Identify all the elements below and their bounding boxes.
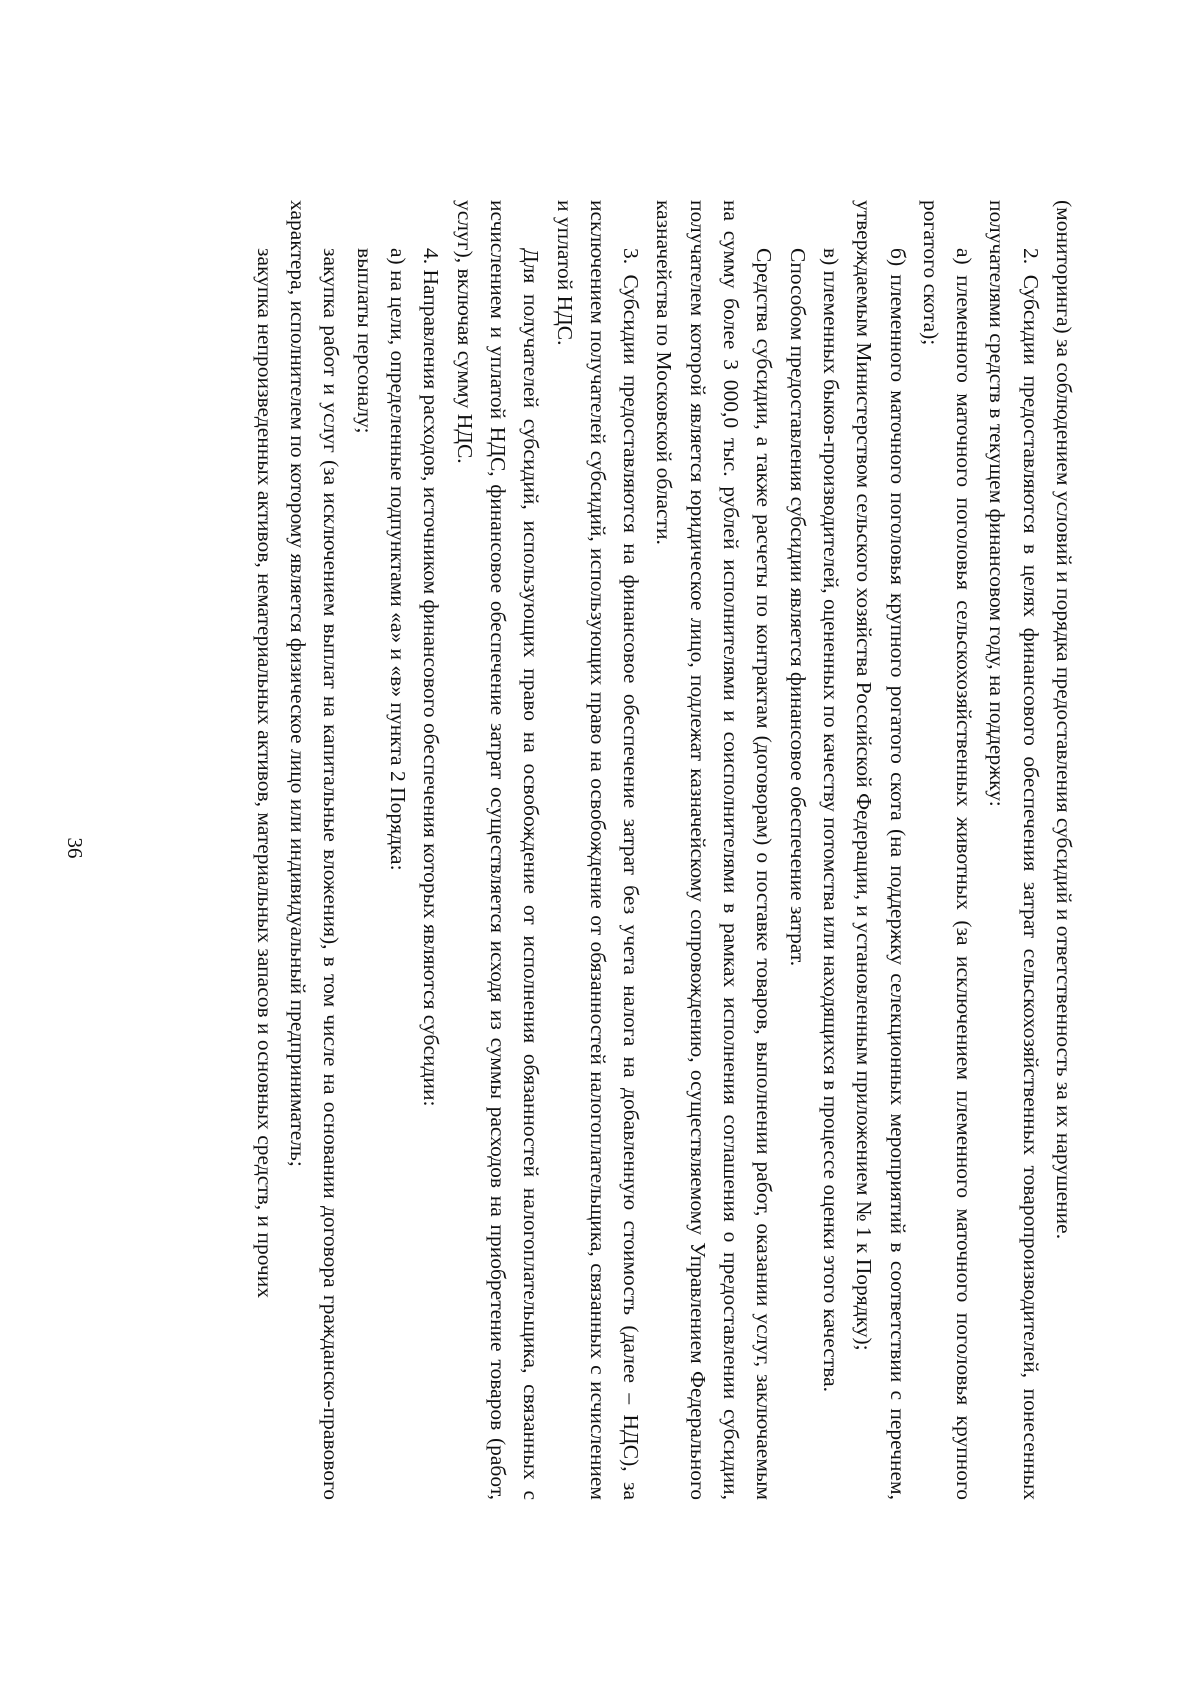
paragraph-10: 4. Направления расходов, источником финансового обеспечения которых являются субсидии: (419, 248, 444, 1107)
paragraph-8: 3. Субсидии предоставляются на финансовое обеспечение затрат без учета налога на добавленную стоимость (далее – НДС), за исключением получателей субсидий, использующих право на освобождение от обязанностей налогоплательщика, связанных с исчислением и уплатой НДС. (552, 200, 644, 1500)
document-body (248, 200, 1080, 1500)
page-number: 36 (63, 837, 87, 859)
paragraph-11: а) на цели, определенные подпунктами «а» и «в» пункта 2 Порядка: (386, 248, 411, 871)
paragraph-2: 2. Субсидии предоставляются в целях финансового обеспечения затрат сельскохозяйственных товаропроизводителей, понесенных получателями средств в текущем финансовом году, на поддержку: (985, 200, 1043, 1500)
paragraph-14: закупка непроизведенных активов, нематериальных активов, материальных запасов и основных средств, и прочих (252, 248, 277, 1298)
paragraph-1: (мониторинга) за соблюдением условий и порядка предоставления субсидий и ответственность за их нарушение. (1052, 200, 1076, 1240)
paragraph-6: Способом предоставления субсидии является финансовое обеспечение затрат. (785, 248, 810, 967)
paragraph-7: Средства субсидии, а также расчеты по контрактам (договорам) о поставке товаров, выполнении работ, оказании услуг, заключаемым на сумму более 3 000,0 тыс. рублей исполнителями и соисполнителями в рамках исполнения соглашения о предоставлении субсидии, получателем которой является юридическое лицо, подлежат казначейскому сопровождению, осуществляемому Управлением Федерального казначейства по Московской области. (652, 200, 777, 1500)
paragraph-9: Для получателей субсидий, использующих право на освобождение от исполнения обязанностей налогоплательщика, связанных с исчислением и уплатой НДС, финансовое обеспечение затрат осуществляется исходя из суммы расходов на приобретение товаров (работ, услуг), включая сумму НДС. (452, 200, 544, 1500)
rotated-page-content (160, 200, 1080, 1500)
paragraph-3: а) племенного маточного поголовья сельскохозяйственных животных (за исключением племенного маточного поголовья крупного рогатого скота); (918, 200, 977, 1500)
paragraph-13: закупка работ и услуг (за исключением выплат на капитальные вложения), в том числе на основании договора гражданско-правового характера, исполнителем по которому является физическое лицо или индивидуальный предприниматель; (286, 200, 344, 1500)
paragraph-5: в) племенных быков-производителей, оцененных по качеству потомства или находящихся в процессе оценки этого качества. (818, 248, 843, 1393)
paragraph-12: выплаты персоналу; (352, 248, 377, 434)
paragraph-4: б) племенного маточного поголовья крупного рогатого скота (на поддержку селекционных мероприятий в соответствии с перечнем, утверждаемым Министерством сельского хозяйства Российской Федерации, и установленным приложением № 1 к Порядку); (852, 200, 910, 1500)
